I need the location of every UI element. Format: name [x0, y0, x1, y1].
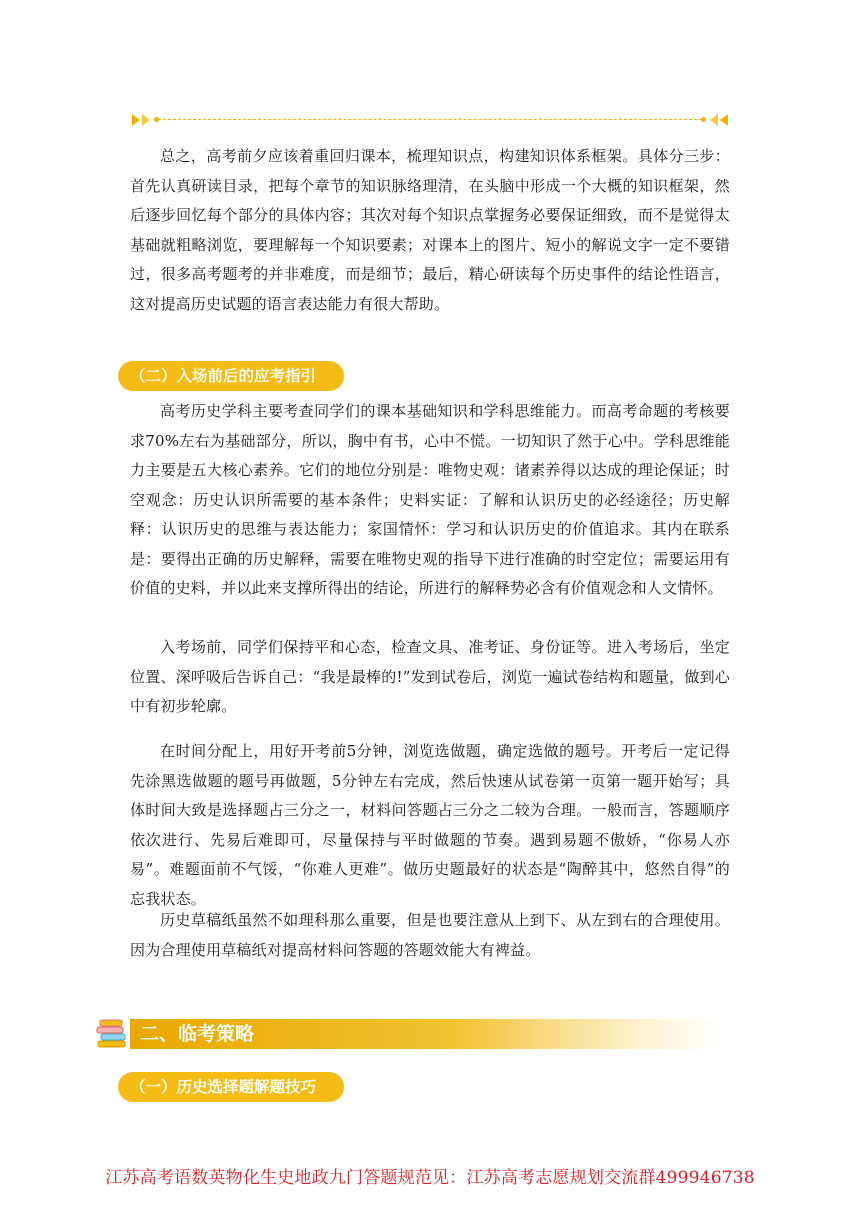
- paragraph-time-allocation: 在时间分配上，用好开考前5分钟，浏览选做题，确定选做的题号。开考后一定记得先涂黑选做题的题号再做题，5分钟左右完成，然后快速从试卷第一页第一题开始写；具体时间大致是选择题占三分之一，材料问答题占三分之二较为合理。一般而言，答题顺序依次进行、先易后难即可，尽量保持与平时做题的节奏。遇到易题不傲娇，“你易人亦易”。难题面前不气馁，“你难人更难”。做历史题最好的状态是“陶醉其中，悠然自得”的忘我状态。: [130, 742, 730, 908]
- subsection-heading-choice-skills: （一）历史选择题解题技巧: [118, 1072, 344, 1102]
- stacked-books-icon: [96, 1018, 128, 1048]
- intro-paragraph: 总之，高考前夕应该着重回归课本，梳理知识点，构建知识体系框架。具体分三步：首先认真研读目录，把每个章节的知识脉络理清，在头脑中形成一个大概的知识框架，然后逐步回忆每个部分的具体内容；其次对每个知识点掌握务必要保证细致，而不是觉得太基础就粗略浏览，要理解每一个知识要素；对课本上的图片、短小的解说文字一定不要错过，很多高考题考的并非难度，而是细节；最后，精心研读每个历史事件的结论性语言，这对提高历史试题的语言表达能力有很大帮助。: [130, 147, 730, 313]
- paragraph-before-entering: 入考场前，同学们保持平和心态，检查文具、准考证、身份证等。进入考场后，坐定位置、深呼吸后告诉自己：“我是最棒的!”发到试卷后，浏览一遍试卷结构和题量，做到心中有初步轮廓。: [130, 638, 730, 715]
- paragraph-exam-requirements: 高考历史学科主要考查同学们的课本基础知识和学科思维能力。而高考命题的考核要求70%左右为基础部分，所以，胸中有书，心中不慌。一切知识了然于心中。学科思维能力主要是五大核心素养。它们的地位分别是：唯物史观：诸素养得以达成的理论保证；时空观念：历史认识所需要的基本条件；史料实证：了解和认识历史的必经途径；历史解释：认识历史的思维与表达能力；家国情怀：学习和认识历史的价值追求。其内在联系是：要得出正确的历史解释，需要在唯物史观的指导下进行准确的时空定位；需要运用有价值的史料，并以此来支撑所得出的结论，所进行的解释势必含有价值观念和人文情怀。: [130, 402, 730, 597]
- subsection-heading-entry-guide: （二）入场前后的应考指引: [118, 361, 344, 391]
- paragraph-scratch-paper: 历史草稿纸虽然不如理科那么重要，但是也要注意从上到下、从左到右的合理使用。因为合理使用草稿纸对提高材料问答题的答题效能大有裨益。: [130, 911, 730, 959]
- section-title: 二、临考策略: [140, 1023, 255, 1045]
- section-heading-bar: [130, 1019, 720, 1049]
- footer-note: 江苏高考语数英物化生史地政九门答题规范见：江苏高考志愿规划交流群499946738: [105, 1168, 755, 1188]
- top-divider: [132, 113, 728, 127]
